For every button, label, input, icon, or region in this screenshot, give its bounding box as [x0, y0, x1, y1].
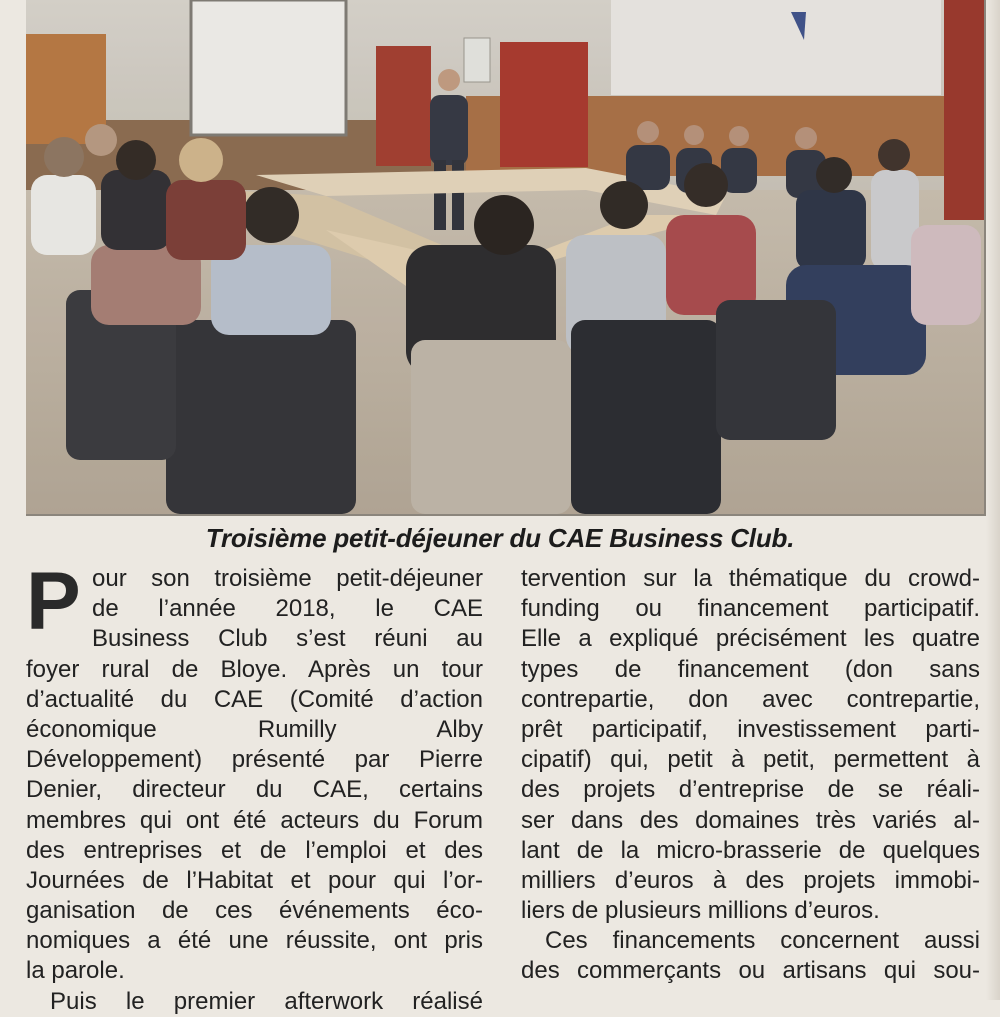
text-line: foyer rural de Bloye. Après un tour — [26, 655, 483, 683]
text-line: ser dans des domaines très variés al- — [521, 806, 980, 834]
text-line: nomiques a été une réussite, ont pris — [26, 927, 483, 955]
article-column-left — [26, 556, 483, 1017]
text-line: Denier, directeur du CAE, certains — [26, 776, 483, 804]
text-line: des commerçants ou artisans qui sou- — [521, 957, 980, 985]
text-line: la parole. — [26, 957, 125, 985]
text-line: types de financement (don sans — [521, 655, 980, 683]
text-line: Développement) présenté par Pierre — [26, 746, 483, 774]
text-line: membres qui ont été acteurs du Forum — [26, 806, 483, 834]
text-line: liers de plusieurs millions d’euros. — [521, 897, 880, 925]
text-line: lant de la micro-brasserie de quelques — [521, 836, 980, 864]
text-line: our son troisième petit-déjeuner — [92, 565, 483, 592]
text-line: Business Club s’est réuni au — [92, 625, 483, 653]
text-line: économique Rumilly Alby — [26, 715, 483, 743]
text-line: contrepartie, don avec contrepartie, — [521, 685, 980, 713]
text-line: ganisation de ces événements éco- — [26, 897, 483, 925]
text-line: tervention sur la thématique du crowd- — [521, 565, 980, 592]
text-line: de l’année 2018, le CAE — [92, 595, 483, 623]
text-line: prêt participatif, investissement parti- — [521, 715, 980, 743]
page-edge — [986, 0, 1000, 1000]
article-column-right — [521, 564, 980, 987]
text-line: funding ou financement participatif. — [521, 595, 980, 623]
photo-caption: Troisième petit-déjeuner du CAE Business Club. — [205, 523, 795, 553]
text-line: Puis le premier afterwork réalisé — [50, 987, 483, 1015]
text-line: cipatif) qui, petit à petit, permettent à — [521, 746, 980, 774]
meeting-photo-icon — [26, 0, 984, 514]
text-line: des projets d’entreprise de se réali- — [521, 776, 980, 804]
text-line: Ces financements concernent aussi — [545, 927, 980, 955]
article-photo — [26, 0, 986, 516]
text-line: Elle a expliqué précisément les quatre — [521, 625, 980, 653]
text-line: milliers d’euros à des projets immobi- — [521, 866, 980, 894]
text-line: Journées de l’Habitat et pour qui l’or- — [26, 866, 483, 894]
text-line: des entreprises et de l’emploi et des — [26, 836, 483, 864]
drop-cap: P — [26, 556, 81, 647]
text-line: d’actualité du CAE (Comité d’action — [26, 685, 483, 713]
